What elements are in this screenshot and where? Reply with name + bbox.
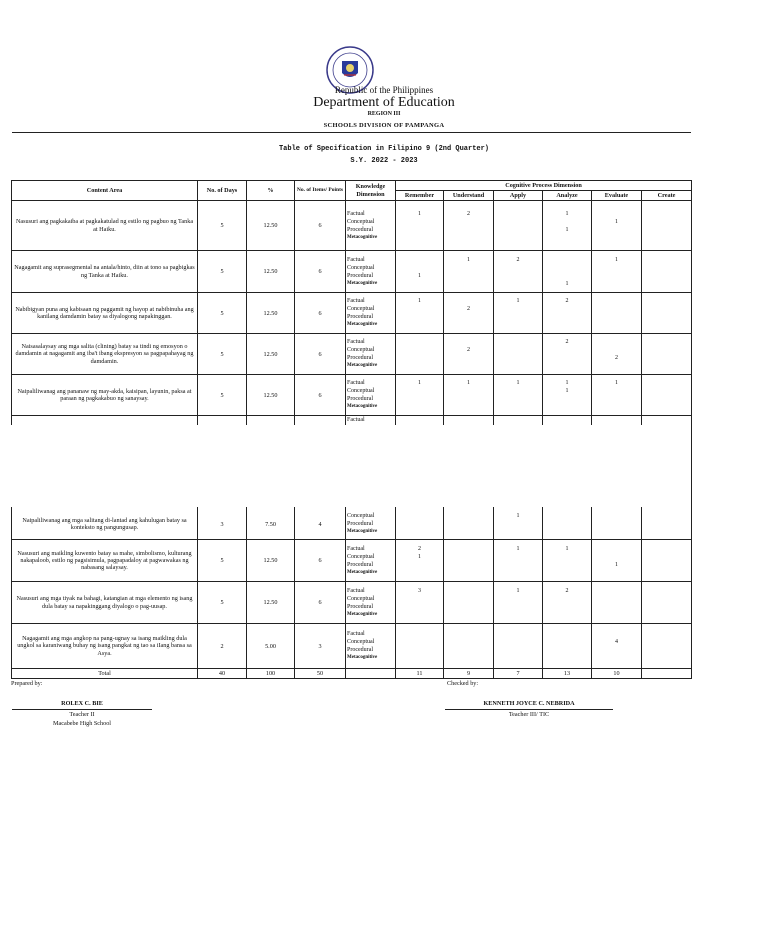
table-row — [12, 624, 692, 669]
factual-label: Factual — [347, 210, 365, 217]
conceptual-label: Conceptual — [347, 388, 375, 394]
factual-label: Factual — [347, 380, 365, 386]
remember-cell: 3 — [396, 582, 444, 624]
understand-cell: 1 — [444, 251, 494, 293]
days-cell: 5 — [198, 251, 247, 293]
metacognitive-label: Metacognitive — [347, 404, 378, 409]
knowledge-cell — [346, 201, 396, 251]
evaluate-cell — [592, 510, 642, 540]
header-items: No. of Items/ Points — [295, 181, 346, 201]
header-evaluate: Evaluate — [592, 191, 642, 201]
understand-cell: 2 — [444, 293, 494, 334]
checked-signature-line — [445, 709, 613, 710]
procedural-label: Procedural — [347, 314, 373, 320]
republic-label: Republic of the Philippines — [334, 85, 434, 95]
analyze-cell: 2 — [543, 293, 592, 334]
table-row — [12, 510, 692, 540]
items-cell: 6 — [295, 251, 346, 293]
conceptual-label: Conceptual — [347, 347, 375, 353]
checked-title: Teacher III/ TIC — [508, 711, 550, 718]
evaluate-cell: 1 — [592, 375, 642, 416]
procedural-label: Procedural — [347, 396, 373, 402]
total-label: Total — [12, 669, 198, 679]
content-area-cell: Naipaliliwanag ang pananaw ng may-akda, kaisipan, layunin, paksa at paraan ng pagkakabuo ng sanaysay. — [12, 375, 198, 416]
metacognitive-label: Metacognitive — [347, 655, 378, 660]
knowledge-cell — [346, 375, 396, 416]
items-cell: 3 — [295, 624, 346, 669]
evaluate-cell — [592, 293, 642, 334]
days-cell: 5 — [198, 375, 247, 416]
evaluate-cell: 4 — [592, 624, 642, 669]
procedural-label: Procedural — [347, 561, 373, 568]
total-knowledge — [346, 669, 396, 679]
checked-by-label: Checked by: — [447, 680, 479, 687]
header-analyze: Analyze — [543, 191, 592, 201]
percent-cell: 12.50 — [247, 540, 295, 582]
total-percent: 100 — [247, 669, 295, 679]
analyze-cell: 2 — [543, 334, 592, 375]
percent-cell: 5.00 — [247, 624, 295, 669]
understand-cell — [444, 510, 494, 540]
knowledge-cell — [346, 251, 396, 293]
percent-cell: 12.50 — [247, 334, 295, 375]
total-create — [642, 669, 692, 679]
metacognitive-label: Metacognitive — [347, 234, 378, 240]
metacognitive-label: Metacognitive — [347, 529, 378, 535]
items-cell: 4 — [295, 510, 346, 540]
conceptual-label: Conceptual — [347, 553, 375, 560]
header-cognitive: Cognitive Process Dimension — [396, 181, 692, 191]
header-percent: % — [247, 181, 295, 201]
remember-cell: 2 1 — [396, 540, 444, 582]
totals-row — [12, 669, 692, 679]
items-cell: 6 — [295, 293, 346, 334]
create-cell — [642, 201, 692, 251]
procedural-label: Procedural — [347, 647, 373, 653]
analyze-cell — [543, 624, 592, 669]
remember-cell: 1 — [396, 375, 444, 416]
prepared-title: Teacher II — [69, 711, 95, 718]
items-cell: 6 — [295, 201, 346, 251]
table-row — [12, 334, 692, 375]
factual-label: Factual — [347, 631, 365, 637]
create-cell — [642, 375, 692, 416]
apply-cell: 1 — [494, 582, 543, 624]
days-cell: 5 — [198, 334, 247, 375]
percent-cell: 12.50 — [247, 582, 295, 624]
table-row — [12, 540, 692, 582]
total-analyze: 13 — [543, 669, 592, 679]
knowledge-cell — [346, 510, 396, 540]
procedural-label: Procedural — [347, 603, 373, 610]
header-days: No. of Days — [198, 181, 247, 201]
header-understand: Understand — [444, 191, 494, 201]
knowledge-cell — [346, 582, 396, 624]
content-area-cell: Nasusuri ang maikling kuwento batay sa mahe, simbolismo, kulturang nakapaloob, estilo ng pagsisimula, pagpapadaloy at pagwawakas ng nabasang salaysay. — [12, 540, 198, 582]
conceptual-label: Conceptual — [347, 306, 375, 312]
total-days: 40 — [198, 669, 247, 679]
checked-name: KENNETH JOYCE C. NEBRIDA — [483, 700, 575, 707]
remember-cell — [396, 624, 444, 669]
region-label: REGION III — [367, 111, 401, 117]
evaluate-cell: 1 — [592, 540, 642, 582]
table-row — [12, 293, 692, 334]
content-area-cell: Nasusuri ang mga tiyak na bahagi, katangian at mga elemento ng isang dula batay sa napakinggang diyalogo o pag-uusap. — [12, 582, 198, 624]
procedural-label: Procedural — [347, 521, 373, 528]
table-row — [12, 251, 692, 293]
content-area-cell: Nasusuri ang pagkakaiba at pagkakatulad ng estilo ng pagbuo ng Tanka at Haiku. — [12, 201, 198, 251]
days-cell: 5 — [198, 540, 247, 582]
percent-cell: 12.50 — [247, 251, 295, 293]
knowledge-cell — [346, 293, 396, 334]
evaluate-cell: 2 — [592, 334, 642, 375]
total-evaluate: 10 — [592, 669, 642, 679]
remember-cell — [396, 510, 444, 540]
apply-cell: 1 — [494, 293, 543, 334]
factual-label: Factual — [347, 298, 365, 304]
procedural-label: Procedural — [347, 272, 373, 279]
prepared-school: Macabebe High School — [52, 720, 112, 727]
conceptual-label: Conceptual — [347, 218, 375, 225]
total-remember: 11 — [396, 669, 444, 679]
items-cell: 6 — [295, 375, 346, 416]
metacognitive-label: Metacognitive — [347, 569, 378, 575]
remember-cell: 1 — [396, 251, 444, 293]
create-cell — [642, 624, 692, 669]
metacognitive-label: Metacognitive — [347, 280, 378, 286]
percent-cell: 12.50 — [247, 293, 295, 334]
header-apply: Apply — [494, 191, 543, 201]
understand-cell — [444, 624, 494, 669]
percent-cell: 12.50 — [247, 201, 295, 251]
days-cell: 5 — [198, 201, 247, 251]
factual-label: Factual — [347, 256, 365, 263]
create-cell — [642, 251, 692, 293]
create-cell — [642, 582, 692, 624]
items-cell: 6 — [295, 582, 346, 624]
understand-cell — [444, 540, 494, 582]
prepared-signature-line — [12, 709, 152, 710]
conceptual-label: Conceptual — [347, 639, 375, 645]
content-area-cell: Nabibigyan puna ang kabisaan ng paggamit ng hayop at nabibinuha ang kanilang damdamin batay sa diyalogong napakinggan. — [12, 293, 198, 334]
document-title: Table of Specification in Filipino 9 (2nd Quarter) — [278, 145, 490, 153]
metacognitive-label: Metacognitive — [347, 322, 378, 327]
factual-label: Factual — [347, 339, 365, 345]
header-create: Create — [642, 191, 692, 201]
percent-cell: 7.50 — [247, 510, 295, 540]
knowledge-cell — [346, 624, 396, 669]
knowledge-cell — [346, 540, 396, 582]
create-cell — [642, 510, 692, 540]
procedural-label: Procedural — [347, 226, 373, 233]
analyze-cell: 1 — [543, 251, 592, 293]
remember-cell: 1 — [396, 293, 444, 334]
remember-cell — [396, 334, 444, 375]
apply-cell: 2 — [494, 251, 543, 293]
page-break-gap — [11, 425, 691, 507]
total-understand: 9 — [444, 669, 494, 679]
apply-cell: 1 — [494, 540, 543, 582]
evaluate-cell: 1 — [592, 201, 642, 251]
prepared-by-label: Prepared by: — [11, 680, 43, 687]
content-area-cell: Naipaliliwanag ang mga salitang di-lantad ang kahulugan batay sa konteksto ng pangungusap. — [12, 510, 198, 540]
content-area-cell: Nagagamit ang suprasegmental na antala/hinto, diin at tono sa pagbigkas ng Tanka at Haiku. — [12, 251, 198, 293]
understand-cell: 2 — [444, 201, 494, 251]
school-year: S.Y. 2022 - 2023 — [350, 157, 418, 165]
header-knowledge: Knowledge Dimension — [346, 181, 396, 201]
analyze-cell: 2 — [543, 582, 592, 624]
apply-cell — [494, 201, 543, 251]
apply-cell: 1 — [494, 375, 543, 416]
analyze-cell: 1 1 — [543, 201, 592, 251]
items-cell: 6 — [295, 334, 346, 375]
create-cell — [642, 540, 692, 582]
create-cell — [642, 293, 692, 334]
prepared-name: ROLEX C. BIE — [61, 700, 103, 707]
conceptual-label: Conceptual — [347, 264, 375, 271]
content-area-cell: Nagagamit ang mga angkop na pang-ugnay sa isang maikling dula ungkol sa karaniwang buhay ng isang pangkat ng tao sa iIang bansa sa Asya. — [12, 624, 198, 669]
table-row — [12, 582, 692, 624]
factual-label: Factual — [347, 587, 365, 594]
remember-cell: 1 — [396, 201, 444, 251]
header-content-area: Content Area — [12, 181, 198, 201]
days-cell: 5 — [198, 582, 247, 624]
division-label: SCHOOLS DIVISION OF PAMPANGA — [323, 122, 445, 129]
evaluate-cell — [592, 582, 642, 624]
understand-cell: 2 — [444, 334, 494, 375]
department-label: Department of Education — [313, 95, 455, 110]
header-divider — [12, 132, 691, 133]
percent-cell: 12.50 — [247, 375, 295, 416]
conceptual-label: Conceptual — [347, 513, 375, 520]
items-cell: 6 — [295, 540, 346, 582]
total-items: 50 — [295, 669, 346, 679]
procedural-label: Procedural — [347, 355, 373, 361]
metacognitive-label: Metacognitive — [347, 611, 378, 617]
header-remember: Remember — [396, 191, 444, 201]
table-row — [12, 201, 692, 251]
conceptual-label: Conceptual — [347, 595, 375, 602]
create-cell — [642, 334, 692, 375]
apply-cell — [494, 624, 543, 669]
factual-label: Factual — [347, 417, 365, 423]
content-area-cell: Naisasalaysay ang mga salita (clining) batay sa tindi ng emosyon o damdamin at nagagamit ang iba't ibang ekspresyon sa pagpapahayag ng damdamin. — [12, 334, 198, 375]
days-cell: 3 — [198, 510, 247, 540]
apply-cell — [494, 334, 543, 375]
analyze-cell: 1 1 — [543, 375, 592, 416]
apply-cell: 1 — [494, 510, 543, 540]
metacognitive-label: Metacognitive — [347, 363, 378, 368]
understand-cell — [444, 582, 494, 624]
analyze-cell — [543, 510, 592, 540]
total-apply: 7 — [494, 669, 543, 679]
knowledge-cell — [346, 334, 396, 375]
analyze-cell: 1 — [543, 540, 592, 582]
factual-label: Factual — [347, 545, 365, 552]
days-cell: 5 — [198, 293, 247, 334]
understand-cell: 1 — [444, 375, 494, 416]
table-row — [12, 375, 692, 416]
evaluate-cell: 1 — [592, 251, 642, 293]
days-cell: 2 — [198, 624, 247, 669]
